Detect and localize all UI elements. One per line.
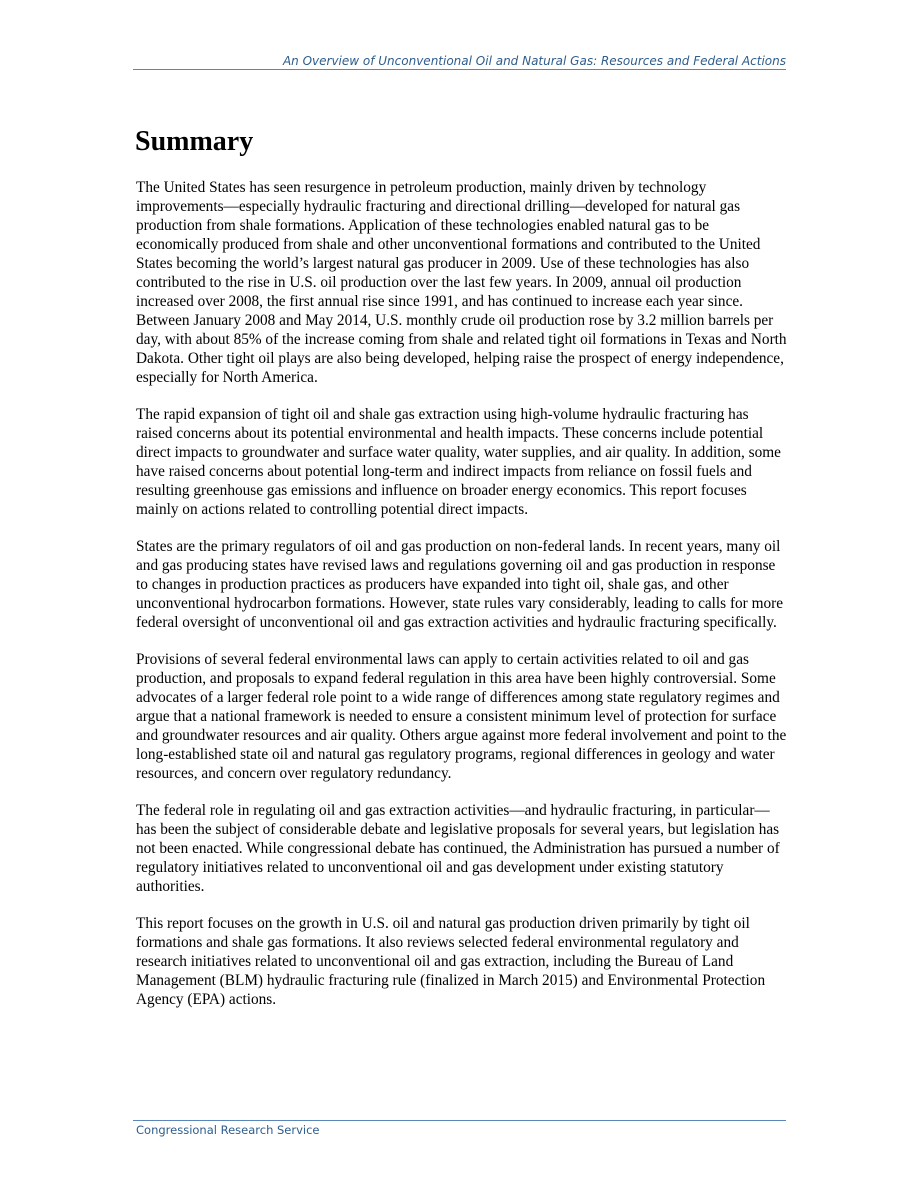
header-rule [133, 69, 786, 70]
paragraph-5: The federal role in regulating oil and gas extraction activities—and hydraulic fracturing, in particular—has been the subject of considerable debate and legislative proposals for several years, but legislation has not been enacted. While congressional debate has continued, the Administration has pursued a number of regulatory initiatives related to unconventional oil and gas development under existing statutory authorities. [136, 802, 780, 895]
summary-body [136, 178, 787, 1027]
paragraph-4: Provisions of several federal environmental laws can apply to certain activities related to oil and gas production, and proposals to expand federal regulation in this area have been highly controversial. Some advocates of a larger federal role point to a wide range of differences among state regulatory regimes and argue that a national framework is needed to ensure a consistent minimum level of protection for surface and groundwater resources and air quality. Others argue against more federal involvement and point to the long-established state oil and natural gas regulatory programs, regional differences in geology and water resources, and concern over regulatory redundancy. [136, 651, 787, 782]
running-header: An Overview of Unconventional Oil and Natural Gas: Resources and Federal Actions [282, 54, 786, 68]
footer-publisher: Congressional Research Service [136, 1123, 320, 1137]
paragraph-3: States are the primary regulators of oil and gas production on non-federal lands. In recent years, many oil and gas producing states have revised laws and regulations governing oil and gas production in response to changes in production practices as producers have expanded into tight oil, shale gas, and other unconventional hydrocarbon formations. However, state rules vary considerably, leading to calls for more federal oversight of unconventional oil and gas extraction activities and hydraulic fracturing specifically. [136, 538, 784, 631]
page-title: Summary [135, 126, 254, 157]
paragraph-6: This report focuses on the growth in U.S. oil and natural gas production driven primarily by tight oil formations and shale gas formations. It also reviews selected federal environmental regulatory and research initiatives related to unconventional oil and gas extraction, including the Bureau of Land Management (BLM) hydraulic fracturing rule (finalized in March 2015) and Environmental Protection Agency (EPA) actions. [136, 915, 766, 1008]
paragraph-2: The rapid expansion of tight oil and shale gas extraction using high-volume hydraulic fracturing has raised concerns about its potential environmental and health impacts. These concerns include potential direct impacts to groundwater and surface water quality, water supplies, and air quality. In addition, some have raised concerns about potential long-term and indirect impacts from reliance on fossil fuels and resulting greenhouse gas emissions and influence on broader energy economics. This report focuses mainly on actions related to controlling potential direct impacts. [136, 406, 781, 518]
paragraph-1: The United States has seen resurgence in petroleum production, mainly driven by technology improvements—especially hydraulic fracturing and directional drilling—developed for natural gas production from shale formations. Application of these technologies enabled natural gas to be economically produced from shale and other unconventional formations and contributed to the United States becoming the world’s largest natural gas producer in 2009. Use of these technologies has also contributed to the rise in U.S. oil production over the last few years. In 2009, annual oil production increased over 2008, the first annual rise since 1991, and has continued to increase each year since. Between January 2008 and May 2014, U.S. monthly crude oil production rose by 3.2 million barrels per day, with about 85% of the increase coming from shale and related tight oil formations in Texas and North Dakota. Other tight oil plays are also being developed, helping raise the prospect of energy independence, especially for North America. [136, 179, 787, 386]
footer-rule [133, 1120, 786, 1121]
